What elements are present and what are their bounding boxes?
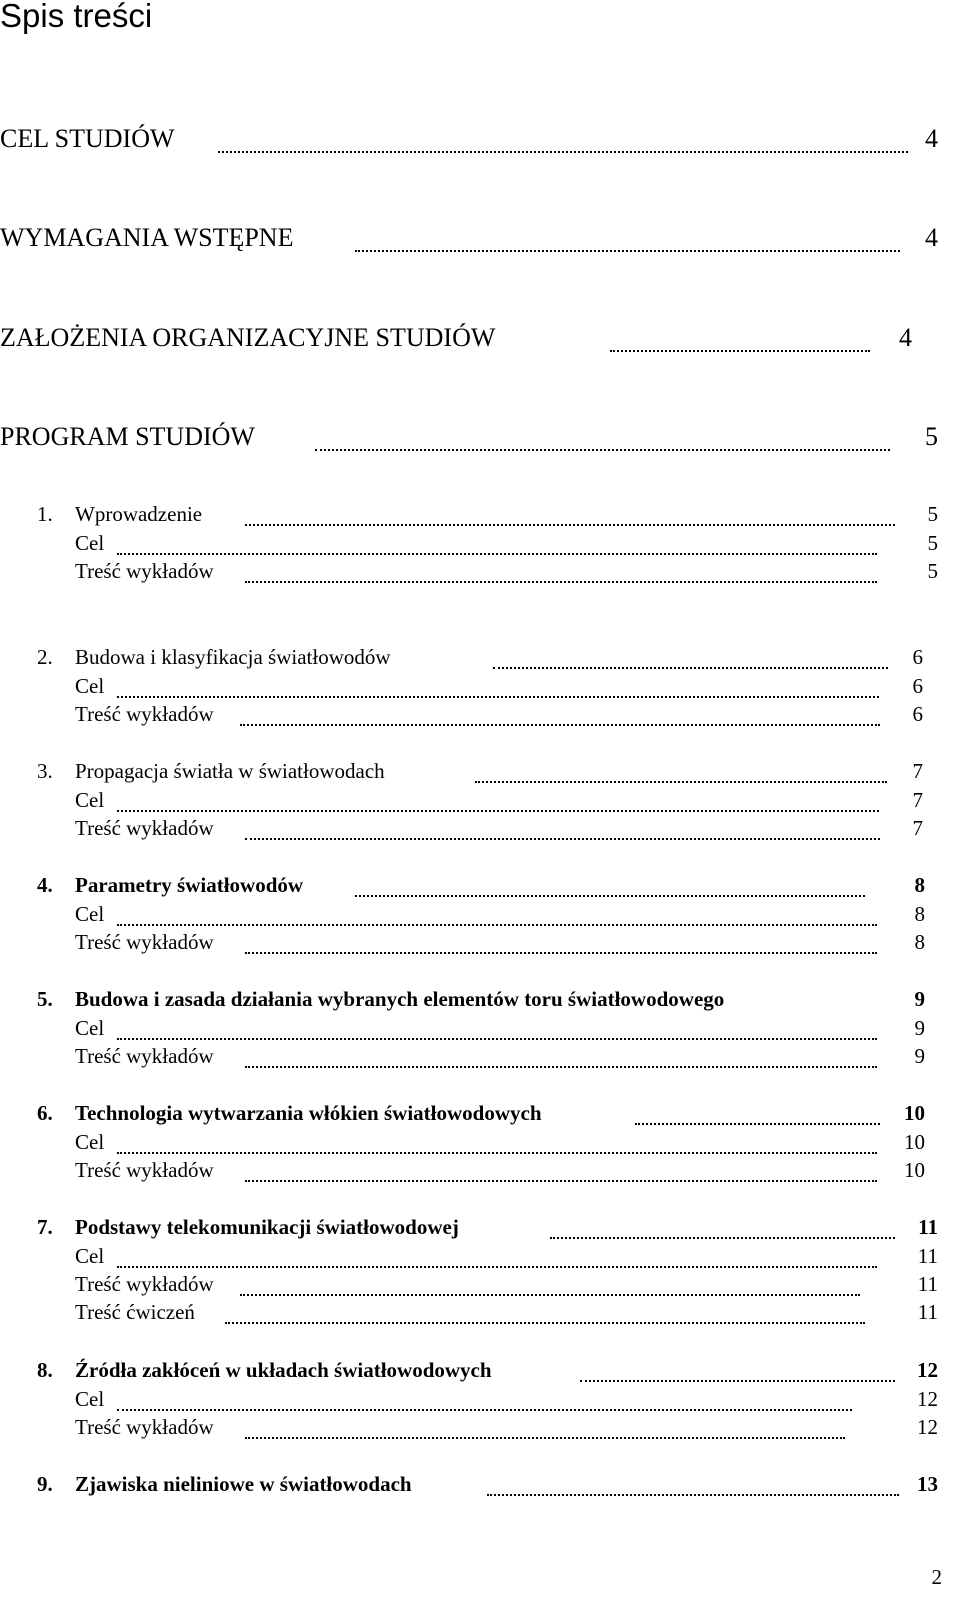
toc-subentry-tresc-wykladow[interactable] <box>75 1042 925 1070</box>
toc-subentry-tresc-wykladow[interactable] <box>75 700 923 728</box>
toc-subentry-label: Treść wykładów <box>75 816 214 840</box>
toc-leader-dots <box>245 814 880 840</box>
toc-subentry-tresc-wykladow[interactable] <box>75 1270 938 1298</box>
toc-section-1[interactable] <box>37 500 938 528</box>
toc-entry-title: PROGRAM STUDIÓW <box>0 422 255 451</box>
toc-entry-page: 4 <box>925 124 938 153</box>
toc-leader-dots <box>245 1156 877 1182</box>
toc-subentry-label: Treść wykładów <box>75 1415 214 1439</box>
toc-section-4[interactable] <box>37 871 925 899</box>
toc-leader-dots <box>315 421 890 451</box>
toc-subentry-label: Cel <box>75 674 105 698</box>
toc-leader-dots <box>487 1470 899 1496</box>
toc-leader-dots <box>580 1356 895 1382</box>
toc-section-title: Budowa i zasada działania wybranych elementów toru światłowodowego <box>75 987 725 1011</box>
toc-entry-zalozenia[interactable] <box>0 322 912 354</box>
toc-section-page: 5 <box>927 502 938 526</box>
toc-section-7[interactable] <box>37 1213 938 1241</box>
toc-leader-dots <box>355 222 900 252</box>
toc-subentry-label: Treść wykładów <box>75 702 214 726</box>
toc-subentry-cel[interactable] <box>75 672 923 700</box>
toc-subentry-tresc-wykladow[interactable] <box>75 557 938 585</box>
toc-subentry-label: Treść wykładów <box>75 1272 214 1296</box>
toc-subentry-page: 12 <box>917 1415 938 1439</box>
toc-section-title: Budowa i klasyfikacja światłowodów <box>75 645 391 669</box>
toc-leader-dots <box>245 1413 845 1439</box>
toc-entry-title: WYMAGANIA WSTĘPNE <box>0 223 294 252</box>
toc-subentry-page: 8 <box>914 902 925 926</box>
toc-section-title: Technologia wytwarzania włókien światłowodowych <box>75 1101 542 1125</box>
toc-leader-dots <box>117 672 879 698</box>
toc-leader-dots <box>225 1298 865 1324</box>
toc-subentry-page: 7 <box>912 816 923 840</box>
toc-section-number: 6. <box>37 1101 53 1125</box>
toc-leader-dots <box>610 322 870 352</box>
toc-leader-dots <box>218 123 908 153</box>
toc-subentry-page: 11 <box>917 1244 938 1268</box>
toc-subentry-label: Cel <box>75 902 105 926</box>
toc-subentry-cel[interactable] <box>75 1014 925 1042</box>
toc-section-title: Propagacja światła w światłowodach <box>75 759 385 783</box>
toc-section-page: 9 <box>914 987 925 1011</box>
toc-subentry-cel[interactable] <box>75 529 938 557</box>
toc-subentry-page: 12 <box>917 1387 938 1411</box>
toc-section-number: 7. <box>37 1215 53 1239</box>
toc-subentry-page: 6 <box>912 702 923 726</box>
toc-leader-dots <box>355 871 865 897</box>
toc-subentry-label: Treść wykładów <box>75 930 214 954</box>
toc-entry-wymagania[interactable] <box>0 222 938 254</box>
toc-subentry-label: Cel <box>75 1016 105 1040</box>
toc-section-page: 11 <box>918 1215 938 1239</box>
toc-subentry-label: Cel <box>75 1130 105 1154</box>
toc-section-number: 9. <box>37 1472 53 1496</box>
toc-leader-dots <box>117 1014 877 1040</box>
toc-subentry-page: 5 <box>927 559 938 583</box>
toc-entry-title: ZAŁOŻENIA ORGANIZACYJNE STUDIÓW <box>0 323 496 352</box>
toc-section-page: 12 <box>917 1358 938 1382</box>
toc-subentry-page: 5 <box>927 531 938 555</box>
toc-subentry-cel[interactable] <box>75 1385 938 1413</box>
page-number: 2 <box>931 1565 942 1589</box>
toc-leader-dots <box>240 700 880 726</box>
toc-subentry-label: Treść wykładów <box>75 1044 214 1068</box>
toc-section-number: 3. <box>37 759 53 783</box>
toc-section-number: 5. <box>37 987 53 1011</box>
toc-leader-dots <box>475 757 887 783</box>
toc-subentry-label: Cel <box>75 1244 105 1268</box>
toc-leader-dots <box>117 529 877 555</box>
toc-section-number: 1. <box>37 502 53 526</box>
toc-subentry-page: 9 <box>914 1044 925 1068</box>
toc-section-8[interactable] <box>37 1356 938 1384</box>
toc-subentry-page: 9 <box>914 1016 925 1040</box>
toc-leader-dots <box>117 1385 852 1411</box>
toc-section-number: 2. <box>37 645 53 669</box>
toc-leader-dots <box>635 1099 880 1125</box>
toc-subentry-label: Treść wykładów <box>75 559 214 583</box>
toc-leader-dots <box>245 500 895 526</box>
toc-subentry-tresc-wykladow[interactable] <box>75 814 923 842</box>
toc-leader-dots <box>117 1128 877 1154</box>
toc-entry-program[interactable] <box>0 421 938 453</box>
toc-leader-dots <box>245 1042 877 1068</box>
toc-section-page: 13 <box>917 1472 938 1496</box>
toc-section-page: 7 <box>912 759 923 783</box>
toc-leader-dots <box>245 557 877 583</box>
toc-section-9[interactable] <box>37 1470 938 1498</box>
toc-section-number: 8. <box>37 1358 53 1382</box>
toc-leader-dots <box>117 1242 877 1268</box>
toc-subentry-page: 11 <box>917 1272 938 1296</box>
toc-section-title: Podstawy telekomunikacji światłowodowej <box>75 1215 459 1239</box>
toc-subentry-label: Treść wykładów <box>75 1158 214 1182</box>
toc-subentry-cel[interactable] <box>75 1242 938 1270</box>
toc-entry-page: 4 <box>899 323 912 352</box>
toc-subentry-page: 10 <box>904 1158 925 1182</box>
toc-leader-dots <box>245 928 877 954</box>
toc-section-page: 8 <box>914 873 925 897</box>
toc-subentry-tresc-wykladow[interactable] <box>75 928 925 956</box>
toc-subentry-label: Cel <box>75 531 105 555</box>
toc-leader-dots <box>550 1213 895 1239</box>
toc-subentry-cel[interactable] <box>75 786 923 814</box>
toc-section-title: Wprowadzenie <box>75 502 203 526</box>
toc-subentry-page: 8 <box>914 930 925 954</box>
toc-section-5[interactable] <box>37 985 925 1013</box>
toc-section-2[interactable] <box>37 643 923 671</box>
toc-subentry-tresc-wykladow[interactable] <box>75 1413 938 1441</box>
toc-leader-dots <box>117 786 879 812</box>
toc-subentry-page: 6 <box>912 674 923 698</box>
toc-section-title: Zjawiska nieliniowe w światłowodach <box>75 1472 412 1496</box>
toc-entry-title: CEL STUDIÓW <box>0 124 175 153</box>
toc-section-page: 10 <box>904 1101 925 1125</box>
toc-subentry-page: 11 <box>917 1300 938 1324</box>
toc-subentry-label: Treść ćwiczeń <box>75 1300 195 1324</box>
toc-section-number: 4. <box>37 873 53 897</box>
toc-subentry-tresc-wykladow[interactable] <box>75 1156 925 1184</box>
page-title: Spis treści <box>0 0 153 34</box>
toc-subentry-tresc-cwiczen[interactable] <box>75 1298 938 1326</box>
toc-section-6[interactable] <box>37 1099 925 1127</box>
toc-section-title: Źródła zakłóceń w układach światłowodowych <box>75 1358 492 1382</box>
toc-entry-page: 5 <box>925 422 938 451</box>
toc-leader-dots <box>493 643 888 669</box>
toc-leader-dots <box>240 1270 860 1296</box>
toc-subentry-page: 10 <box>904 1130 925 1154</box>
toc-section-title: Parametry światłowodów <box>75 873 304 897</box>
toc-subentry-page: 7 <box>912 788 923 812</box>
toc-subentry-cel[interactable] <box>75 900 925 928</box>
toc-section-page: 6 <box>912 645 923 669</box>
toc-subentry-cel[interactable] <box>75 1128 925 1156</box>
toc-subentry-label: Cel <box>75 788 105 812</box>
toc-subentry-label: Cel <box>75 1387 105 1411</box>
toc-section-3[interactable] <box>37 757 923 785</box>
toc-entry-page: 4 <box>925 223 938 252</box>
toc-entry-cel-studiow[interactable] <box>0 123 938 155</box>
toc-leader-dots <box>117 900 877 926</box>
